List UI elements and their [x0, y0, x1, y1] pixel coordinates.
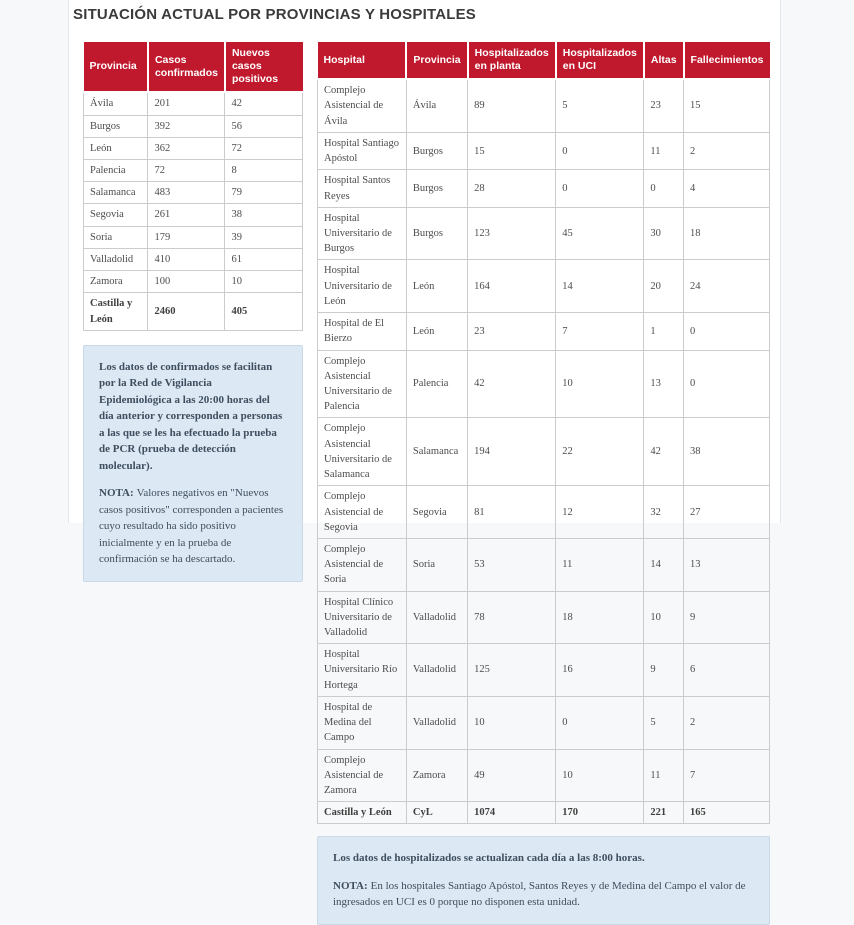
table-cell: 7 — [556, 313, 644, 350]
table-cell: Complejo Asistencial Universitario de Palencia — [318, 350, 407, 418]
table-cell: 201 — [148, 92, 225, 115]
table-cell: 18 — [556, 591, 644, 644]
table-cell: 14 — [644, 538, 684, 591]
table-cell: 0 — [684, 313, 770, 350]
table-cell: Burgos — [406, 132, 467, 169]
table-cell: 53 — [468, 538, 556, 591]
table-cell: 10 — [644, 591, 684, 644]
table-cell: 1 — [644, 313, 684, 350]
table-cell: Burgos — [84, 115, 148, 137]
table-cell: 2460 — [148, 293, 225, 330]
table-cell: 100 — [148, 271, 225, 293]
table-cell: Salamanca — [84, 182, 148, 204]
table-cell: Hospital Santos Reyes — [318, 170, 407, 207]
header-row — [84, 42, 303, 92]
table-cell: 10 — [468, 696, 556, 749]
table-cell: 14 — [556, 260, 644, 313]
table-cell: 0 — [556, 170, 644, 207]
column-header: Provincia — [84, 42, 148, 92]
table-row — [84, 92, 303, 115]
column-header: Hospitalizados en UCI — [556, 42, 644, 79]
provinces-note — [83, 345, 303, 582]
provinces-note-text: Valores negativos en "Nuevos casos positivos" corresponden a pacientes cuyo resultado ha sido positivo inicialmente y en la prueba de confirmación se ha descartado. — [99, 487, 284, 566]
table-cell: León — [406, 313, 467, 350]
table-cell: CyL — [406, 802, 467, 824]
table-cell: 2 — [684, 696, 770, 749]
table-cell: 42 — [468, 350, 556, 418]
table-cell: 123 — [468, 207, 556, 260]
table-row — [84, 248, 303, 270]
table-cell: 49 — [468, 749, 556, 802]
table-cell: 72 — [148, 160, 225, 182]
table-cell: 11 — [644, 132, 684, 169]
column-header: Nuevos casos positivos — [225, 42, 303, 92]
table-cell: Valladolid — [406, 644, 467, 697]
column-header: Fallecimientos — [684, 42, 770, 79]
table-row — [318, 644, 770, 697]
table-cell: 1074 — [468, 802, 556, 824]
table-cell: Palencia — [406, 350, 467, 418]
table-row — [318, 350, 770, 418]
table-cell: Castilla y León — [84, 293, 148, 330]
table-row — [84, 226, 303, 248]
table-cell: 392 — [148, 115, 225, 137]
table-row — [84, 160, 303, 182]
table-cell: Zamora — [84, 271, 148, 293]
table-row — [318, 132, 770, 169]
table-cell: 410 — [148, 248, 225, 270]
table-cell: Palencia — [84, 160, 148, 182]
table-cell: Valladolid — [406, 696, 467, 749]
table-cell: 261 — [148, 204, 225, 226]
table-cell: 170 — [556, 802, 644, 824]
table-cell: 15 — [468, 132, 556, 169]
table-cell: 125 — [468, 644, 556, 697]
column-header: Altas — [644, 42, 684, 79]
table-row — [318, 207, 770, 260]
table-cell: 81 — [468, 486, 556, 539]
table-cell: 13 — [644, 350, 684, 418]
table-cell: 89 — [468, 79, 556, 132]
table-row — [318, 486, 770, 539]
table-row — [318, 418, 770, 486]
hospitals-note-lead: Los datos de hospitalizados se actualizan cada día a las 8:00 horas. — [333, 852, 645, 865]
table-row — [84, 182, 303, 204]
table-cell: León — [84, 137, 148, 159]
table-cell: 28 — [468, 170, 556, 207]
table-cell: 23 — [644, 79, 684, 132]
table-cell: Ávila — [84, 92, 148, 115]
hospitals-note-text: En los hospitales Santiago Apóstol, Santos Reyes y de Medina del Campo el valor de ingresados en UCI es 0 porque no disponen esta unidad. — [333, 879, 746, 909]
table-cell: Salamanca — [406, 418, 467, 486]
table-cell: 56 — [225, 115, 303, 137]
table-cell: 221 — [644, 802, 684, 824]
table-row — [318, 260, 770, 313]
table-cell: 0 — [644, 170, 684, 207]
hospitals-table — [317, 42, 770, 824]
table-cell: 7 — [684, 749, 770, 802]
table-cell: Soria — [406, 538, 467, 591]
table-cell: 11 — [556, 538, 644, 591]
table-cell: 194 — [468, 418, 556, 486]
table-cell: 15 — [684, 79, 770, 132]
table-row — [84, 137, 303, 159]
table-cell: 42 — [225, 92, 303, 115]
provinces-note-label: NOTA: — [99, 487, 134, 500]
table-row — [84, 115, 303, 137]
table-cell: Complejo Asistencial de Zamora — [318, 749, 407, 802]
table-row — [84, 271, 303, 293]
hospitals-column — [317, 42, 770, 925]
table-cell: 42 — [644, 418, 684, 486]
table-cell: 45 — [556, 207, 644, 260]
table-cell: 5 — [644, 696, 684, 749]
table-cell: Hospital Universitario Río Hortega — [318, 644, 407, 697]
table-row — [318, 749, 770, 802]
table-cell: Hospital de Medina del Campo — [318, 696, 407, 749]
table-cell: Burgos — [406, 170, 467, 207]
table-cell: 20 — [644, 260, 684, 313]
table-cell: Segovia — [84, 204, 148, 226]
provinces-note-body — [99, 485, 287, 568]
header-row — [318, 42, 770, 79]
table-cell: 8 — [225, 160, 303, 182]
table-cell: 6 — [684, 644, 770, 697]
table-cell: Hospital Universitario de León — [318, 260, 407, 313]
table-cell: 9 — [684, 591, 770, 644]
table-row — [84, 204, 303, 226]
table-cell: León — [406, 260, 467, 313]
table-cell: 38 — [225, 204, 303, 226]
column-header: Hospital — [318, 42, 407, 79]
table-cell: Castilla y León — [318, 802, 407, 824]
table-row — [318, 170, 770, 207]
column-header: Provincia — [406, 42, 467, 79]
table-cell: Segovia — [406, 486, 467, 539]
table-cell: Complejo Asistencial de Segovia — [318, 486, 407, 539]
table-cell: 483 — [148, 182, 225, 204]
table-cell: 72 — [225, 137, 303, 159]
table-cell: 78 — [468, 591, 556, 644]
table-cell: 164 — [468, 260, 556, 313]
table-cell: 0 — [684, 350, 770, 418]
table-cell: 38 — [684, 418, 770, 486]
table-cell: Hospital Santiago Apóstol — [318, 132, 407, 169]
table-cell: 79 — [225, 182, 303, 204]
table-cell: Zamora — [406, 749, 467, 802]
table-cell: 30 — [644, 207, 684, 260]
total-row — [84, 293, 303, 330]
column-header: Hospitalizados en planta — [468, 42, 556, 79]
table-cell: 179 — [148, 226, 225, 248]
table-cell: 39 — [225, 226, 303, 248]
table-cell: 23 — [468, 313, 556, 350]
table-cell: Hospital Clínico Universitario de Valladolid — [318, 591, 407, 644]
provinces-column — [83, 42, 303, 582]
table-row — [318, 538, 770, 591]
table-cell: 16 — [556, 644, 644, 697]
table-cell: 22 — [556, 418, 644, 486]
table-cell: 27 — [684, 486, 770, 539]
table-cell: 4 — [684, 170, 770, 207]
table-cell: 13 — [684, 538, 770, 591]
total-row — [318, 802, 770, 824]
table-cell: 10 — [556, 350, 644, 418]
content-card — [68, 0, 781, 909]
table-cell: Complejo Asistencial Universitario de Salamanca — [318, 418, 407, 486]
table-cell: 0 — [556, 696, 644, 749]
hospitals-note-label: NOTA: — [333, 879, 368, 892]
table-cell: 362 — [148, 137, 225, 159]
column-header: Casos confirmados — [148, 42, 225, 92]
table-cell: Complejo Asistencial de Ávila — [318, 79, 407, 132]
table-row — [318, 313, 770, 350]
table-cell: Valladolid — [406, 591, 467, 644]
hospitals-note — [317, 836, 770, 925]
table-cell: 0 — [556, 132, 644, 169]
table-cell: 9 — [644, 644, 684, 697]
table-cell: 32 — [644, 486, 684, 539]
table-row — [318, 79, 770, 132]
table-row — [318, 591, 770, 644]
table-cell: 2 — [684, 132, 770, 169]
table-cell: Hospital de El Bierzo — [318, 313, 407, 350]
table-cell: Complejo Asistencial de Soria — [318, 538, 407, 591]
table-cell: Burgos — [406, 207, 467, 260]
table-row — [318, 696, 770, 749]
columns-container — [83, 42, 780, 925]
table-cell: 405 — [225, 293, 303, 330]
table-cell: Valladolid — [84, 248, 148, 270]
table-cell: Soria — [84, 226, 148, 248]
page-title: SITUACIÓN ACTUAL POR PROVINCIAS Y HOSPITALES — [73, 6, 477, 23]
hospitals-note-body — [333, 878, 754, 911]
table-cell: Ávila — [406, 79, 467, 132]
table-cell: 165 — [684, 802, 770, 824]
table-cell: 10 — [225, 271, 303, 293]
table-cell: 18 — [684, 207, 770, 260]
provinces-note-lead: Los datos de confirmados se facilitan por la Red de Vigilancia Epidemiológica a las 20:00 horas del día anterior y corresponden a personas a las que se les ha efectuado la prueba de PCR (prueba de detección molecular). — [99, 360, 283, 472]
table-cell: 12 — [556, 486, 644, 539]
provinces-table — [83, 42, 303, 331]
table-cell: 5 — [556, 79, 644, 132]
table-cell: 10 — [556, 749, 644, 802]
table-cell: 61 — [225, 248, 303, 270]
table-cell: 24 — [684, 260, 770, 313]
table-cell: Hospital Universitario de Burgos — [318, 207, 407, 260]
table-cell: 11 — [644, 749, 684, 802]
